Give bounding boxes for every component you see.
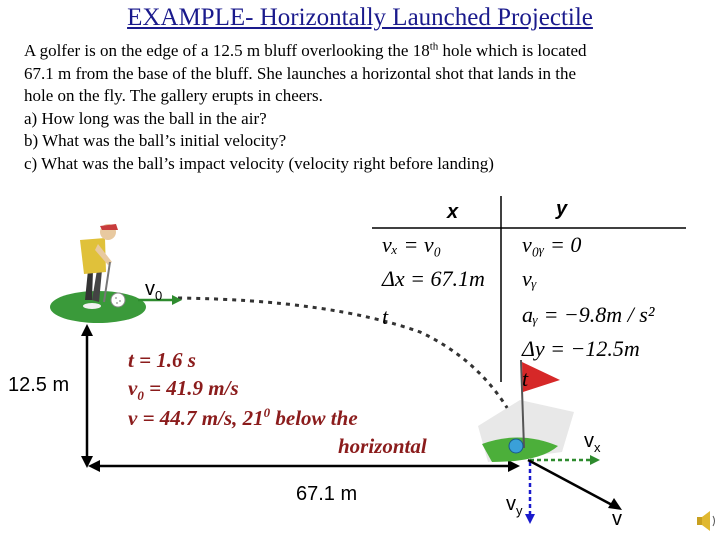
answer-horizontal: horizontal — [338, 434, 427, 458]
answer-v0-value: = 41.9 m/s — [143, 376, 239, 400]
problem-line-2: 67.1 m from the base of the bluff. She launches a horizontal shot that lands in the — [24, 63, 577, 83]
question-c: c) What was the ball’s impact velocity (velocity right before landing) — [24, 153, 494, 173]
y-row-initial-velocity: v₀ᵧ = 0 — [522, 232, 582, 257]
answer-impact-velocity — [128, 406, 358, 431]
x-column-header: x — [447, 201, 459, 223]
answer-v-direction: below the — [270, 406, 358, 430]
vx-label-sub: x — [594, 440, 601, 455]
vy-label — [506, 493, 523, 518]
slide-title: EXAMPLE- Horizontally Launched Projectile — [127, 4, 593, 31]
problem-line-1-end: hole which is located — [438, 41, 587, 60]
y-row-final-velocity: vᵧ — [522, 266, 537, 291]
answer-v-value: v = 44.7 m/s, 21 — [128, 406, 264, 430]
x-row-displacement: Δx = 67.1m — [382, 266, 485, 291]
vx-label — [584, 430, 601, 455]
x-row-velocity: vₓ = v₀ — [382, 232, 442, 257]
v-arrow — [528, 460, 614, 506]
v-label: v — [612, 508, 622, 530]
y-column-header: y — [556, 198, 568, 220]
answer-v0-letter: v — [128, 376, 138, 400]
golf-ball-icon — [111, 293, 125, 307]
y-row-displacement: Δy = −12.5m — [522, 336, 640, 361]
answer-time: t = 1.6 s — [128, 348, 196, 372]
question-a: a) How long was the ball in the air? — [24, 108, 267, 128]
problem-line-3: hole on the fly. The gallery erupts in cheers. — [24, 86, 323, 106]
answer-v0-sub: 0 — [137, 388, 144, 404]
distance-label: 67.1 m — [296, 483, 358, 505]
ordinal-suffix: th — [429, 40, 439, 53]
x-row-time: t — [382, 304, 389, 329]
y-row-acceleration: aᵧ = −9.8m / s² — [522, 302, 655, 327]
vx-label-letter: v — [584, 430, 594, 452]
answer-initial-velocity — [128, 376, 239, 404]
speaker-icon[interactable] — [697, 511, 715, 531]
v0-arrowhead — [172, 295, 182, 305]
answer-degree: 0 — [263, 405, 271, 420]
height-label: 12.5 m — [8, 374, 70, 396]
vy-label-sub: y — [516, 503, 523, 518]
y-row-time: t — [522, 366, 529, 391]
v0-label — [145, 278, 162, 303]
v0-label-sub: 0 — [155, 288, 163, 303]
vy-label-letter: v — [506, 493, 516, 515]
problem-line-1-text: A golfer is on the edge of a 12.5 m bluff overlooking the 18 — [24, 41, 430, 60]
question-b: b) What was the ball’s initial velocity? — [24, 131, 287, 151]
v0-label-letter: v — [145, 278, 155, 300]
